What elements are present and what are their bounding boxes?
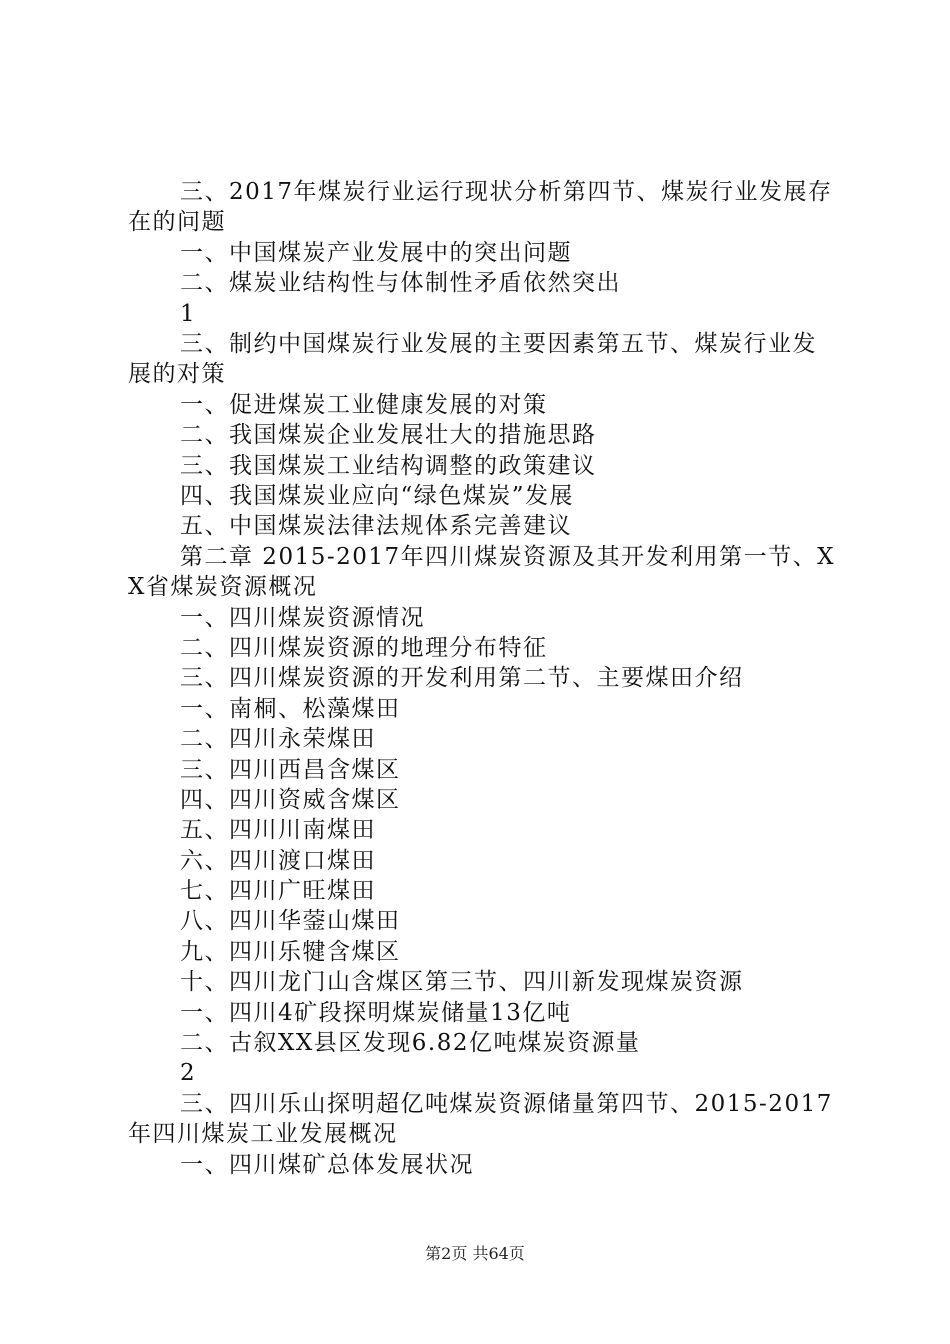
document-body [128, 177, 840, 1180]
paragraph-line: 二、我国煤炭企业发展壮大的措施思路 [180, 422, 597, 449]
paragraph-line: 六、四川渡口煤田 [180, 847, 376, 874]
paragraph-line: 一、中国煤炭产业发展中的突出问题 [180, 239, 572, 266]
paragraph-line: 三、制约中国煤炭行业发展的主要因素第五节、煤炭行业发展的对策 [128, 330, 817, 388]
paragraph-line: 一、四川煤矿总体发展状况 [180, 1151, 474, 1178]
paragraph-line: 二、四川煤炭资源的地理分布特征 [180, 634, 548, 661]
paragraph-line: 十、四川龙门山含煤区第三节、四川新发现煤炭资源 [180, 969, 744, 996]
paragraph-line: 三、我国煤炭工业结构调整的政策建议 [180, 452, 597, 479]
paragraph-line: 四、我国煤炭业应向“绿色煤炭”发展 [180, 482, 575, 509]
paragraph-line: 九、四川乐犍含煤区 [180, 938, 401, 965]
paragraph-line: 一、南桐、松藻煤田 [180, 695, 401, 722]
page-number-marker: 1 [180, 300, 197, 327]
chapter-heading: 第二章 2015-2017年四川煤炭资源及其开发利用第一节、XX省煤炭资源概况 [128, 543, 836, 601]
paragraph-line: 二、煤炭业结构性与体制性矛盾依然突出 [180, 270, 621, 297]
page-number-marker: 2 [180, 1060, 197, 1087]
page-footer: 第2页 共64页 [425, 1244, 525, 1263]
paragraph-line: 五、四川川南煤田 [180, 817, 376, 844]
paragraph-line: 一、四川4矿段探明煤炭储量13亿吨 [180, 999, 572, 1026]
paragraph-line: 三、四川西昌含煤区 [180, 756, 401, 783]
paragraph-line: 二、四川永荣煤田 [180, 726, 376, 753]
paragraph-line: 三、四川煤炭资源的开发利用第二节、主要煤田介绍 [180, 665, 744, 692]
paragraph-line: 四、四川资威含煤区 [180, 786, 401, 813]
paragraph-line: 二、古叙XX县区发现6.82亿吨煤炭资源量 [180, 1030, 641, 1057]
paragraph-line: 一、促进煤炭工业健康发展的对策 [180, 391, 548, 418]
paragraph-line: 三、2017年煤炭行业运行现状分析第四节、煤炭行业发展存在的问题 [128, 179, 833, 236]
paragraph-line: 三、四川乐山探明超亿吨煤炭资源储量第四节、2015-2017年四川煤炭工业发展概况 [128, 1090, 833, 1148]
paragraph-line: 八、四川华蓥山煤田 [180, 908, 401, 935]
paragraph-line: 五、中国煤炭法律法规体系完善建议 [180, 513, 572, 540]
paragraph-line: 七、四川广旺煤田 [180, 878, 376, 905]
paragraph-line: 一、四川煤炭资源情况 [180, 604, 425, 631]
